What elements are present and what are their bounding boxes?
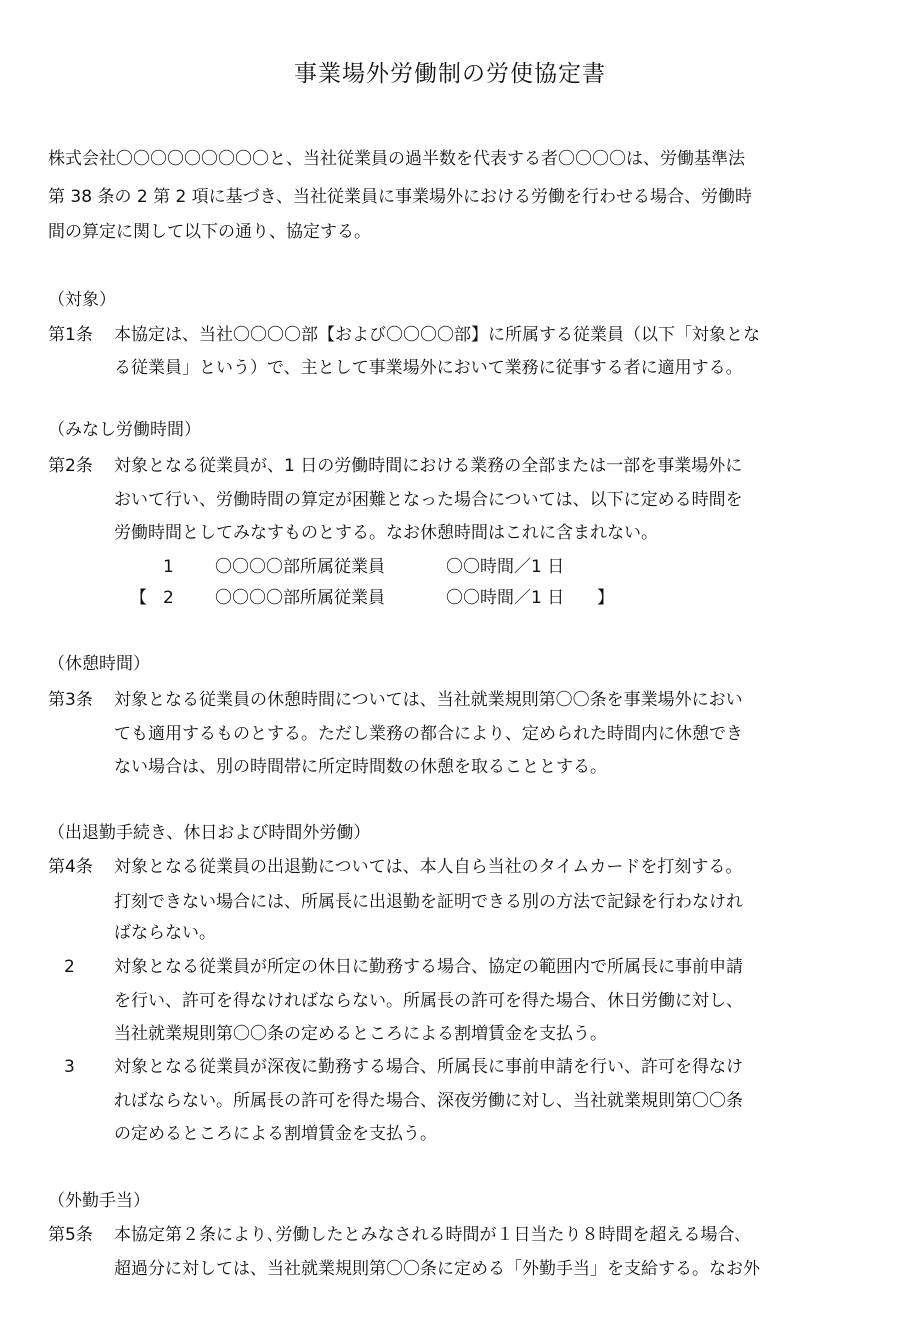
article-number: 第5条	[48, 1225, 93, 1245]
article-heading: （外勤手当）	[48, 1191, 150, 1211]
article-heading: （出退勤手続き、休日および時間外労働）	[48, 823, 371, 843]
paragraph-number: 3	[64, 1057, 75, 1077]
article-line: 本協定は、当社〇〇〇〇部【および〇〇〇〇部】に所属する従業員（以下「対象とな	[114, 325, 760, 345]
article-line: ても適用するものとする。ただし業務の都合により、定められた時間内に休憩でき	[114, 724, 743, 744]
paragraph-number: 2	[64, 957, 75, 977]
row-number: 2	[163, 588, 174, 608]
article-heading: （対象）	[48, 290, 116, 310]
row-bracket-open: 【	[130, 588, 147, 608]
preamble-line: 間の算定に関して以下の通り、協定する。	[48, 222, 371, 242]
article-line: 対象となる従業員が、1 日の労働時間における業務の全部または一部を事業場外に	[114, 456, 743, 476]
row-bracket-close: 】	[597, 588, 614, 608]
paragraph-line: の定めるところによる割増賃金を支払う。	[114, 1124, 437, 1144]
document-title: 事業場外労働制の労使協定書	[294, 61, 606, 87]
paragraph-line: ればならない。所属長の許可を得た場合、深夜労働に対し、当社就業規則第〇〇条	[114, 1091, 743, 1111]
article-number: 第3条	[48, 690, 93, 710]
article-number: 第1条	[48, 325, 93, 345]
article-line: 対象となる従業員の休憩時間については、当社就業規則第〇〇条を事業場外におい	[114, 690, 743, 710]
article-line: る従業員」という）で、主として事業場外において業務に従事する者に適用する。	[114, 358, 743, 378]
row-department: 〇〇〇〇部所属従業員	[215, 557, 385, 577]
row-time: 〇〇時間／1 日	[446, 588, 565, 608]
article-heading: （休憩時間）	[48, 654, 150, 674]
article-line: 超過分に対しては、当社就業規則第〇〇条に定める「外勤手当」を支給する。なお外	[114, 1259, 760, 1279]
article-number: 第4条	[48, 857, 93, 877]
row-number: 1	[163, 557, 174, 577]
article-line: 打刻できない場合には、所属長に出退勤を証明できる別の方法で記録を行わなけれ	[114, 892, 743, 912]
paragraph-line: を行い、許可を得なければならない。所属長の許可を得た場合、休日労働に対し、	[114, 991, 743, 1011]
row-department: 〇〇〇〇部所属従業員	[215, 588, 385, 608]
article-line: ばならない。	[114, 923, 216, 943]
row-time: 〇〇時間／1 日	[446, 557, 565, 577]
preamble-line: 第 38 条の 2 第 2 項に基づき、当社従業員に事業場外における労働を行わせる場合、労働時	[48, 187, 753, 207]
article-line: おいて行い、労働時間の算定が困難となった場合については、以下に定める時間を	[114, 490, 743, 510]
paragraph-line: 対象となる従業員が深夜に勤務する場合、所属長に事前申請を行い、許可を得なけ	[114, 1057, 743, 1077]
article-heading: （みなし労働時間）	[48, 420, 201, 440]
paragraph-line: 対象となる従業員が所定の休日に勤務する場合、協定の範囲内で所属長に事前申請	[114, 957, 743, 977]
article-number: 第2条	[48, 456, 93, 476]
article-line: 対象となる従業員の出退勤については、本人自ら当社のタイムカードを打刻する。	[114, 857, 743, 877]
article-line: ない場合は、別の時間帯に所定時間数の休憩を取ることとする。	[114, 757, 607, 777]
article-line: 本協定第２条により､労働したとみなされる時間が１日当たり８時間を超える場合､	[114, 1225, 743, 1245]
paragraph-line: 当社就業規則第〇〇条の定めるところによる割増賃金を支払う。	[114, 1024, 607, 1044]
article-line: 労働時間としてみなすものとする。なお休憩時間はこれに含まれない。	[114, 523, 658, 543]
preamble-line: 株式会社〇〇〇〇〇〇〇〇〇と、当社従業員の過半数を代表する者〇〇〇〇は、労働基準法	[48, 149, 745, 169]
